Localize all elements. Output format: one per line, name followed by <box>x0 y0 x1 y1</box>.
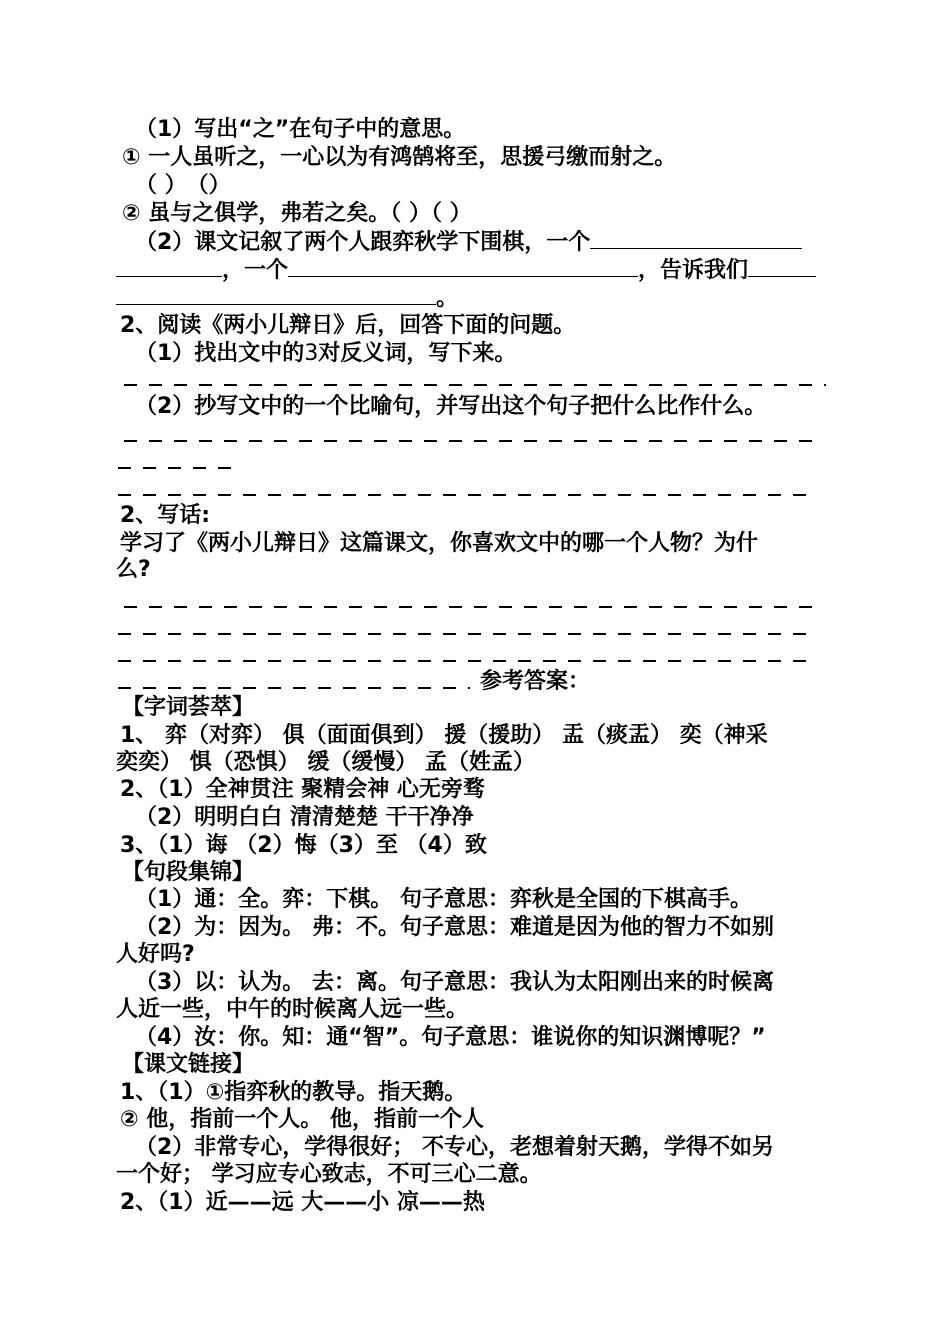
text-segment: ，一个 <box>222 258 289 283</box>
text-line: 么? <box>116 557 151 582</box>
text-segment: 。 <box>436 286 459 311</box>
text-segment: （1）找出文中的 <box>135 341 305 366</box>
text-line: （ ） （） <box>135 173 231 198</box>
answer-dashed-line[interactable] <box>124 384 826 386</box>
text-line: （1）通：全。弈：下棋。 句子意思：弈秋是全国的下棋高手。 <box>135 887 752 912</box>
text-line: ② 他，指前一个人。 他，指前一个人 <box>120 1107 484 1132</box>
text-line: ① 一人虽听之，一心以为有鸿鹄将至，思援弓缴而射之。 <box>122 145 677 170</box>
text-line <box>116 284 458 311</box>
text-line: 2、（1）近——远 大——小 凉——热 <box>120 1190 485 1215</box>
answer-dashed-line[interactable] <box>124 440 814 442</box>
text-line: （3）以：认为。 去：离。句子意思：我认为太阳刚出来的时候离 <box>135 970 774 995</box>
text-line: 3、（1）诲 （2）悔（3）至 （4）致 <box>120 833 487 858</box>
answer-dashed-line[interactable] <box>118 633 814 635</box>
text-line: 人近一些，中午的时候离人远一些。 <box>116 997 469 1022</box>
answers-heading: 参考答案： <box>480 669 591 694</box>
text-line: （4）汝：你。知：通“智”。句子意思：谁说你的知识渊博呢？” <box>135 1025 766 1050</box>
text-line: 1、 弈（对弈） 俱（面面俱到） 援（援助） 盂（痰盂） 奕（神采 <box>120 723 768 748</box>
section-heading: 【字词荟萃】 <box>122 695 255 720</box>
answer-blank[interactable] <box>590 228 802 249</box>
text-segment: ，告诉我们 <box>638 258 749 283</box>
text-line: （1）写出“之”在句子中的意思。 <box>135 117 466 142</box>
text-segment: （2）课文记叙了两个人跟弈秋学下围棋，一个 <box>135 230 591 255</box>
text-line: 奕奕） 惧（恐惧） 缓（缓慢） 孟（姓孟） <box>116 750 535 775</box>
answer-dashed-line[interactable] <box>118 494 814 496</box>
text-line <box>135 228 802 255</box>
text-line <box>116 256 816 283</box>
text-line: 一个好； 学习应专心致志，不可三心二意。 <box>116 1162 542 1187</box>
answer-blank[interactable] <box>288 256 638 277</box>
text-line: 2、写话: <box>120 503 211 528</box>
answer-dashed-line[interactable] <box>124 606 814 608</box>
text-line: （2）抄写文中的一个比喻句，并写出这个句子把什么比作什么。 <box>135 394 767 419</box>
answer-dashed-line[interactable] <box>118 467 238 469</box>
section-heading: 【课文链接】 <box>122 1052 255 1077</box>
text-line: 1、（1）①指弈秋的教导。指天鹅。 <box>120 1080 467 1105</box>
text-line: 学习了《两小儿辩日》这篇课文，你喜欢文中的哪一个人物？为什 <box>120 531 759 556</box>
text-line: 2、（1）全神贯注 聚精会神 心无旁骛 <box>120 777 485 802</box>
text-line: 2、阅读《两小儿辩日》后，回答下面的问题。 <box>120 313 576 338</box>
text-line: （2）为：因为。 弗：不。句子意思：难道是因为他的智力不如别 <box>135 915 774 940</box>
text-line: （2）明明白白 清清楚楚 干干净净 <box>135 805 474 830</box>
answer-blank[interactable] <box>116 284 436 305</box>
text-line: 人好吗? <box>116 942 195 967</box>
text-line: （2）非常专心，学得很好； 不专心，老想着射天鹅，学得不如另 <box>135 1135 774 1160</box>
answer-dashed-line[interactable] <box>118 687 470 689</box>
section-heading: 【句段集锦】 <box>122 860 255 885</box>
text-segment: 3 <box>304 341 319 366</box>
text-line <box>135 340 516 367</box>
answer-blank[interactable] <box>116 256 222 277</box>
text-segment: 对反义词，写下来。 <box>318 341 517 366</box>
text-line: ② 虽与之俱学，弗若之矣。（ ）（ ） <box>122 201 472 226</box>
answer-dashed-line[interactable] <box>118 660 814 662</box>
answer-blank[interactable] <box>748 256 816 277</box>
